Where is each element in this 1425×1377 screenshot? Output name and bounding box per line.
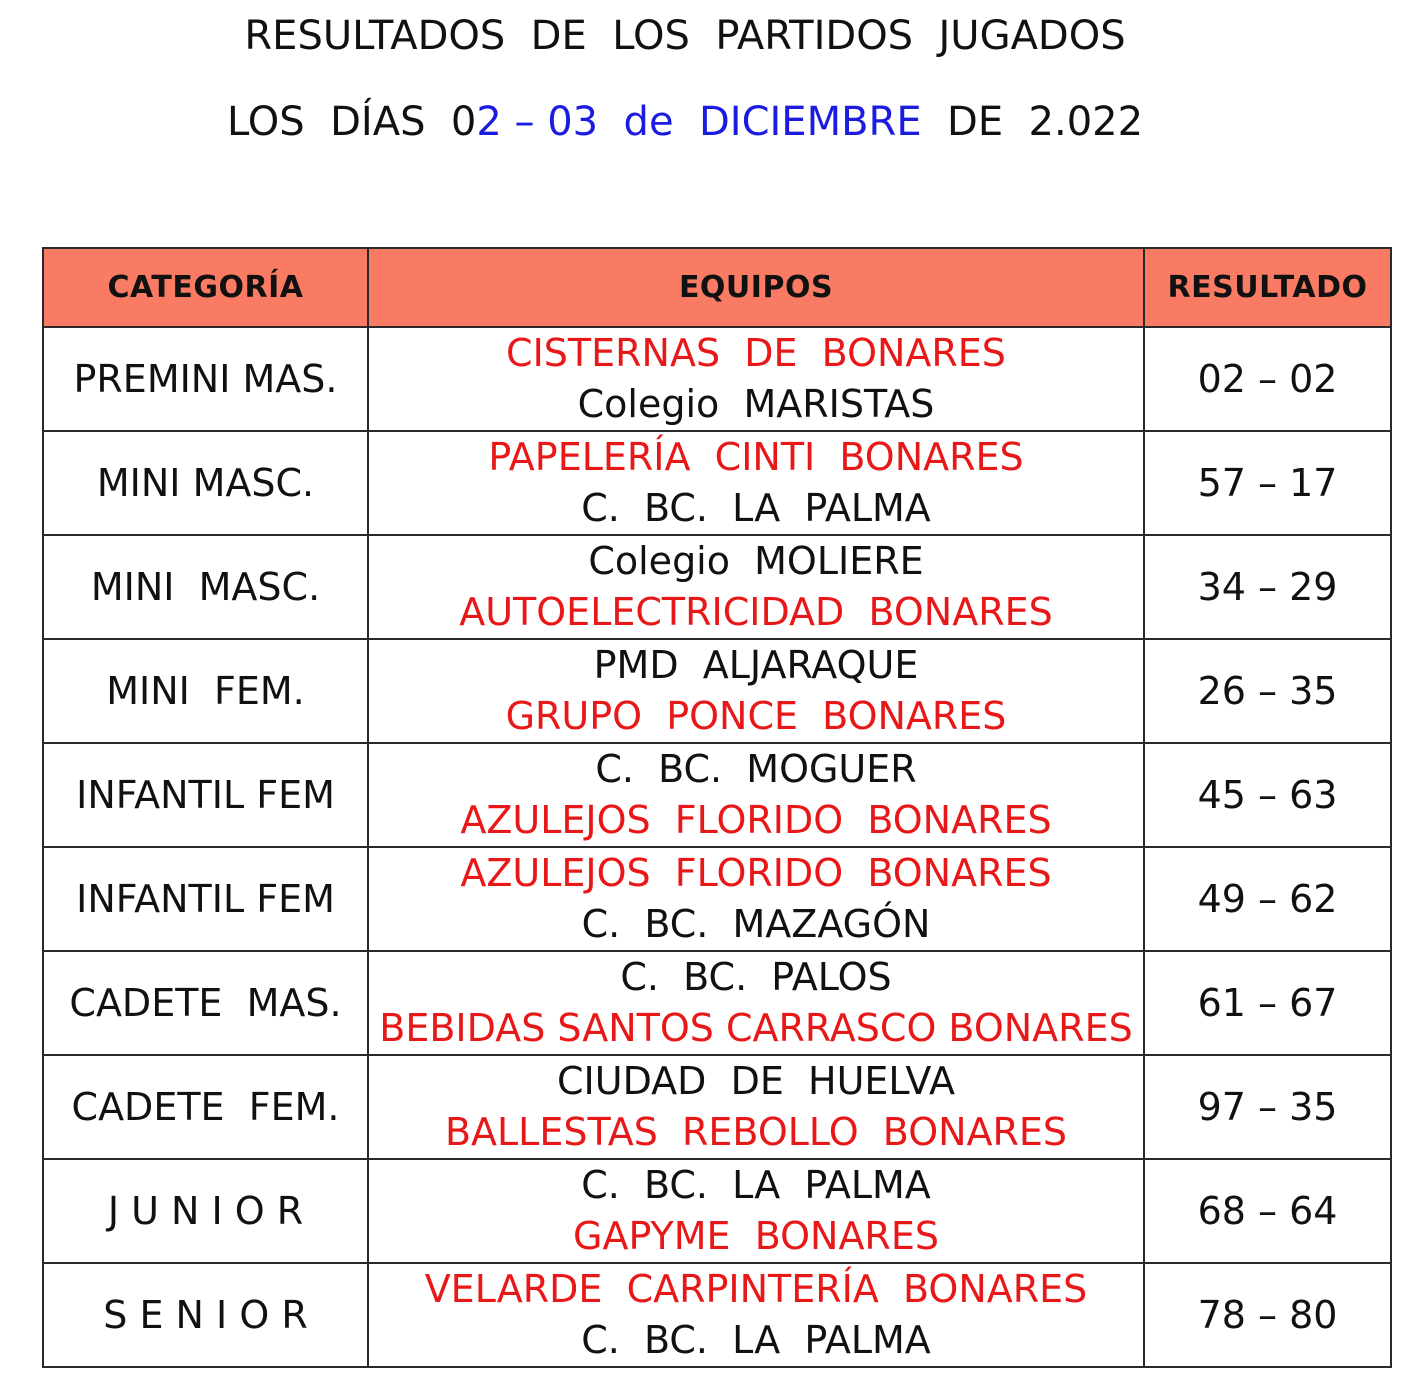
column-header-category: CATEGORÍA: [43, 248, 368, 327]
results-body: [43, 327, 1391, 1367]
category-cell: CADETE MAS.: [43, 951, 368, 1055]
team-name: AUTOELECTRICIDAD BONARES: [459, 590, 1053, 634]
team-name: PMD ALJARAQUE: [593, 643, 919, 687]
teams-cell: [368, 1055, 1144, 1159]
category-cell: CADETE FEM.: [43, 1055, 368, 1159]
score-cell: 78 – 80: [1144, 1263, 1391, 1367]
page-title: RESULTADOS DE LOS PARTIDOS JUGADOS: [244, 13, 1126, 59]
team-name: BEBIDAS SANTOS CARRASCO BONARES: [379, 1006, 1133, 1050]
score-cell: 26 – 35: [1144, 639, 1391, 743]
table-row: [43, 639, 1391, 743]
score-cell: 45 – 63: [1144, 743, 1391, 847]
team-name: C. BC. LA PALMA: [581, 1318, 931, 1362]
score-cell: 34 – 29: [1144, 535, 1391, 639]
teams-cell: [368, 639, 1144, 743]
team-name: CIUDAD DE HUELVA: [557, 1059, 955, 1103]
team-name: C. BC. LA PALMA: [581, 1163, 931, 1207]
table-row: [43, 1159, 1391, 1263]
category-cell: PREMINI MAS.: [43, 327, 368, 431]
team-name: GAPYME BONARES: [573, 1214, 939, 1258]
table-row: [43, 951, 1391, 1055]
team-name: AZULEJOS FLORIDO BONARES: [460, 851, 1052, 895]
score-cell: 49 – 62: [1144, 847, 1391, 951]
page-subtitle: [0, 99, 1370, 145]
category-cell: MINI MASC.: [43, 535, 368, 639]
score-cell: 02 – 02: [1144, 327, 1391, 431]
team-name: PAPELERÍA CINTI BONARES: [488, 435, 1024, 479]
category-cell: J U N I O R: [43, 1159, 368, 1263]
results-table: [42, 247, 1392, 1368]
table-row: [43, 743, 1391, 847]
score-cell: 57 – 17: [1144, 431, 1391, 535]
subtitle-dates: 2 – 03 de DICIEMBRE: [476, 99, 922, 145]
teams-cell: [368, 327, 1144, 431]
subtitle-prefix: LOS DÍAS 0: [226, 99, 477, 145]
score-cell: 97 – 35: [1144, 1055, 1391, 1159]
category-cell: MINI MASC.: [43, 431, 368, 535]
table-row: [43, 327, 1391, 431]
category-cell: S E N I O R: [43, 1263, 368, 1367]
table-row: [43, 1263, 1391, 1367]
table-header-row: [43, 248, 1391, 327]
team-name: BALLESTAS REBOLLO BONARES: [444, 1110, 1068, 1154]
team-name: CISTERNAS DE BONARES: [506, 331, 1006, 375]
team-name: C. BC. PALOS: [620, 955, 892, 999]
table-row: [43, 1055, 1391, 1159]
teams-cell: [368, 1159, 1144, 1263]
column-header-teams: EQUIPOS: [368, 248, 1144, 327]
score-cell: 61 – 67: [1144, 951, 1391, 1055]
team-name: GRUPO PONCE BONARES: [505, 694, 1007, 738]
teams-cell: [368, 1263, 1144, 1367]
team-name: Colegio MOLIERE: [588, 539, 924, 583]
subtitle-year: DE 2.022: [921, 99, 1144, 145]
category-cell: INFANTIL FEM: [43, 847, 368, 951]
teams-cell: [368, 951, 1144, 1055]
teams-cell: [368, 535, 1144, 639]
team-name: Colegio MARISTAS: [577, 382, 935, 426]
table-row: [43, 847, 1391, 951]
table-row: [43, 535, 1391, 639]
teams-cell: [368, 743, 1144, 847]
column-header-result: RESULTADO: [1144, 248, 1391, 327]
team-name: AZULEJOS FLORIDO BONARES: [460, 798, 1052, 842]
team-name: C. BC. LA PALMA: [581, 486, 931, 530]
category-cell: INFANTIL FEM: [43, 743, 368, 847]
score-cell: 68 – 64: [1144, 1159, 1391, 1263]
team-name: C. BC. MOGUER: [595, 747, 917, 791]
teams-cell: [368, 431, 1144, 535]
teams-cell: [368, 847, 1144, 951]
category-cell: MINI FEM.: [43, 639, 368, 743]
table-row: [43, 431, 1391, 535]
team-name: C. BC. MAZAGÓN: [581, 902, 931, 946]
team-name: VELARDE CARPINTERÍA BONARES: [424, 1267, 1088, 1311]
